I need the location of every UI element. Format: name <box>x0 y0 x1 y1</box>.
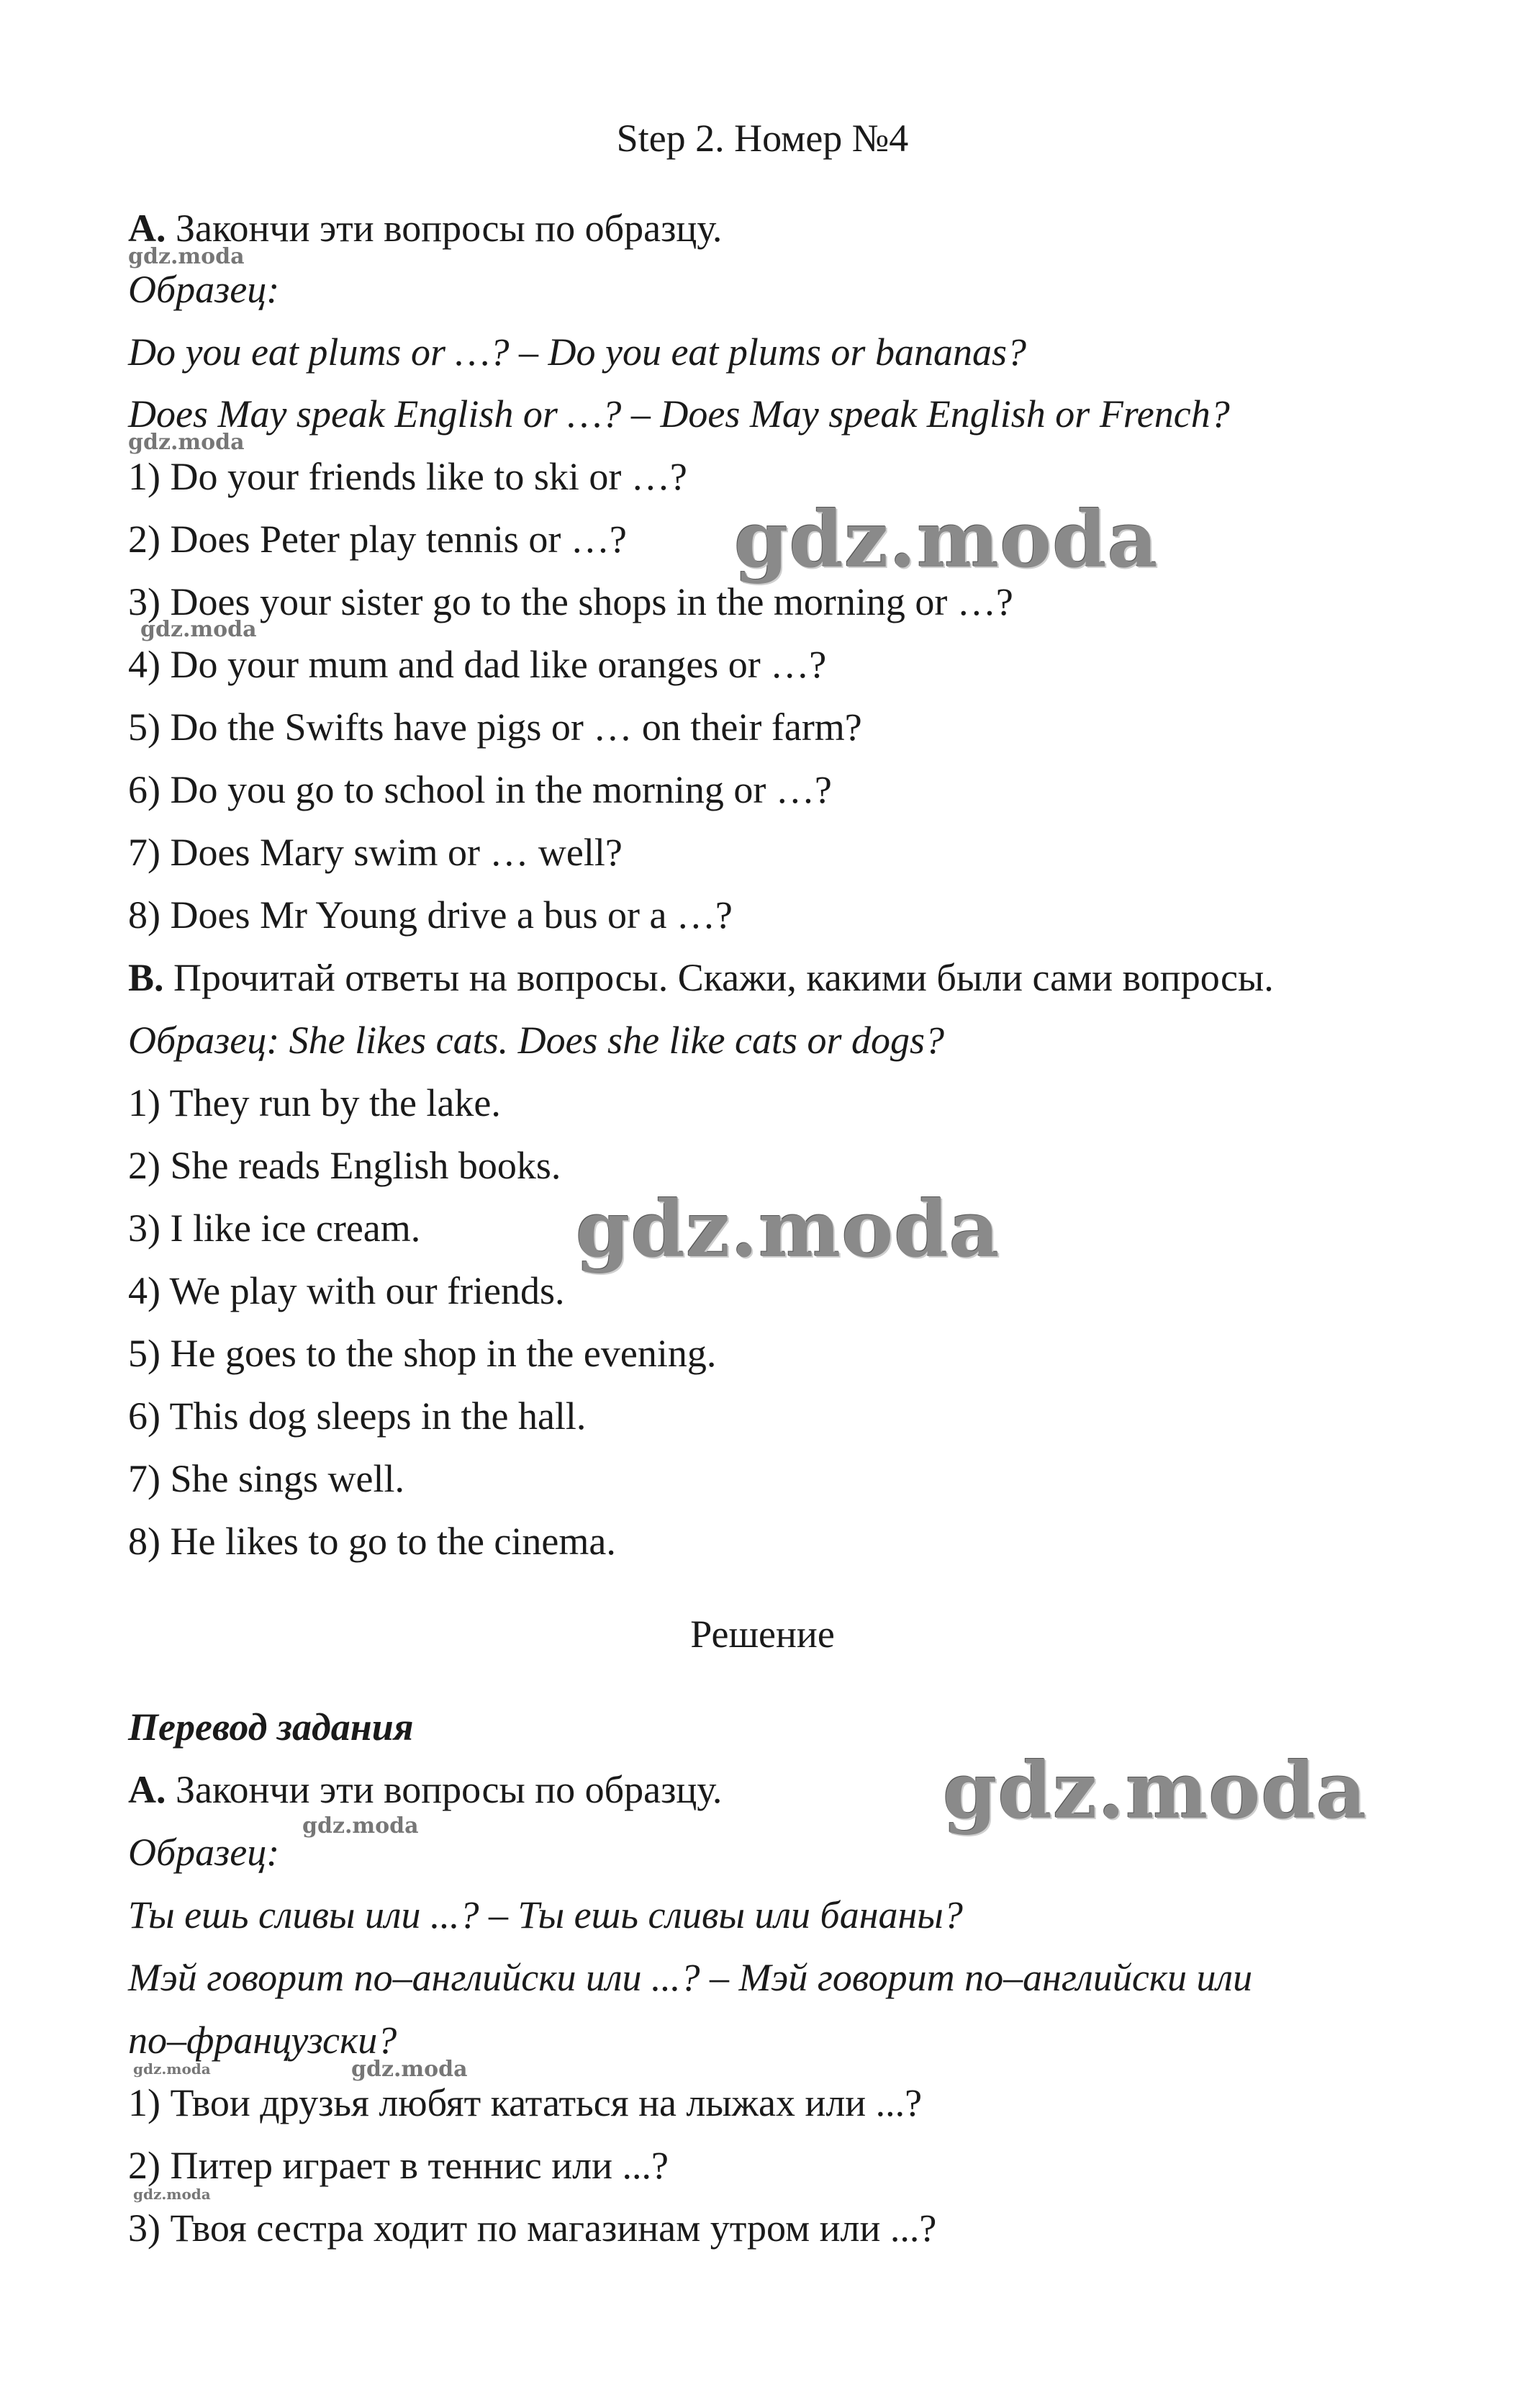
list-item: 4) We play with our friends. <box>128 1269 565 1312</box>
part-b-instruction-text: Прочитай ответы на вопросы. Скажи, какими были сами вопросы. <box>173 956 1274 999</box>
list-item: 1) Do your friends like to ski or …? <box>128 455 687 498</box>
list-item: 7) Does Mary swim or … well? <box>128 831 623 874</box>
watermark-small: gdz.moda <box>351 2057 468 2082</box>
watermark-small: gdz.moda <box>133 2060 211 2078</box>
solution-list-item: 3) Твоя сестра ходит по магазинам утром или ...? <box>128 2206 937 2250</box>
solution-list-item: 1) Твои друзья любят кататься на лыжах или ...? <box>128 2081 923 2124</box>
solution-sample-line: Мэй говорит по–английски или ...? – Мэй говорит по–английски или <box>128 1956 1253 1999</box>
solution-part-a-instruction <box>128 1767 722 1813</box>
part-b-sample: Образец: She likes cats. Does she like cats or dogs? <box>128 1019 944 1062</box>
list-item: 8) Does Mr Young drive a bus or a …? <box>128 893 733 937</box>
solution-heading: Решение <box>690 1613 835 1656</box>
list-item: 3) I like ice cream. <box>128 1207 421 1250</box>
watermark-small: gdz.moda <box>128 244 245 269</box>
list-item: 6) Do you go to school in the morning or …? <box>128 768 832 811</box>
solution-sample-label: Образец: <box>128 1831 280 1874</box>
watermark-logo: gdz.moda <box>576 1184 1000 1275</box>
list-item: 1) They run by the lake. <box>128 1081 501 1124</box>
page-title: Step 2. Номер №4 <box>616 117 909 160</box>
part-b-label: B. <box>128 956 164 999</box>
solution-list-item: 2) Питер играет в теннис или ...? <box>128 2144 669 2187</box>
part-b-instruction <box>128 955 1274 1001</box>
part-a-label: A. <box>128 207 166 250</box>
list-item: 5) Do the Swifts have pigs or … on their farm? <box>128 705 862 749</box>
list-item: 4) Do your mum and dad like oranges or …? <box>128 643 827 686</box>
translation-heading: Перевод задания <box>128 1705 414 1749</box>
list-item: 7) She sings well. <box>128 1457 404 1500</box>
list-item: 2) She reads English books. <box>128 1144 561 1187</box>
solution-part-a-label: A. <box>128 1768 166 1811</box>
watermark-logo: gdz.moda <box>943 1746 1367 1836</box>
list-item: 8) He likes to go to the cinema. <box>128 1520 616 1563</box>
watermark-small: gdz.moda <box>140 617 257 642</box>
solution-part-a-text: Закончи эти вопросы по образцу. <box>176 1768 723 1811</box>
watermark-logo: gdz.moda <box>734 495 1159 585</box>
list-item: 5) He goes to the shop in the evening. <box>128 1332 717 1375</box>
solution-sample-line: Ты ешь сливы или ...? – Ты ешь сливы или бананы? <box>128 1893 963 1936</box>
part-a-instruction-text: Закончи эти вопросы по образцу. <box>176 207 723 250</box>
watermark-small: gdz.moda <box>302 1813 419 1839</box>
list-item: 3) Does your sister go to the shops in the morning or …? <box>128 580 1013 623</box>
watermark-small: gdz.moda <box>133 2186 211 2203</box>
list-item: 2) Does Peter play tennis or …? <box>128 518 627 561</box>
solution-sample-line: по–французски? <box>128 2019 397 2062</box>
sample-line: Do you eat plums or …? – Do you eat plums or bananas? <box>128 330 1026 374</box>
sample-label: Образец: <box>128 268 280 311</box>
sample-line: Does May speak English or …? – Does May speak English or French? <box>128 392 1230 436</box>
list-item: 6) This dog sleeps in the hall. <box>128 1394 587 1438</box>
watermark-small: gdz.moda <box>128 430 245 455</box>
